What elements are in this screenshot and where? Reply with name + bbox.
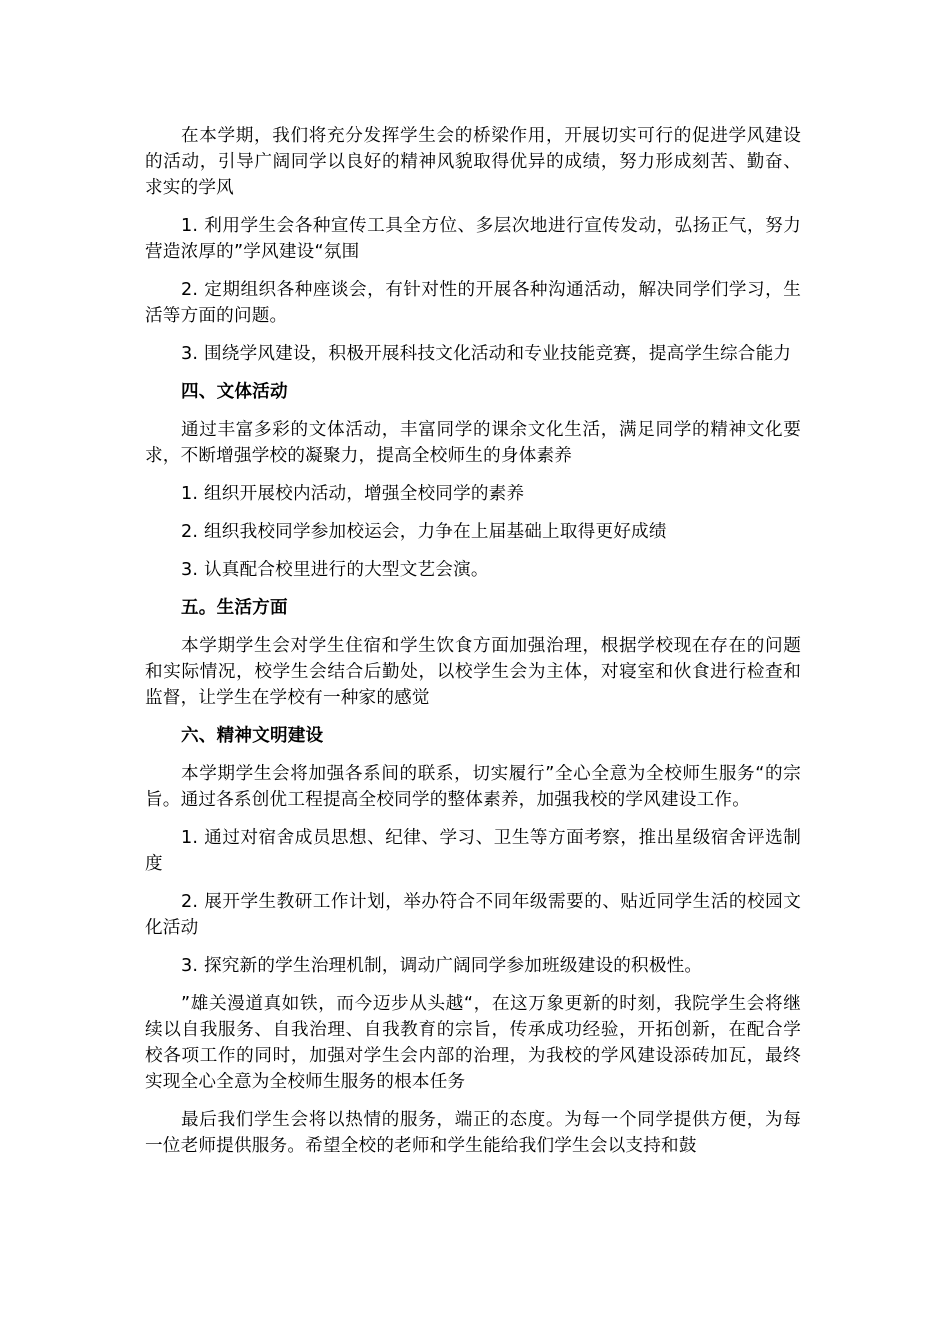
paragraph-item-management: 3. 探究新的学生治理机制，调动广阔同学参加班级建设的积极性。 — [181, 956, 703, 976]
paragraph-sports-culture-intro: 通过丰富多彩的文体活动，丰富同学的课余文化生活，满足同学的精神文化要求，不断增强学校的凝聚力，提高全校师生的身体素养 — [145, 420, 801, 466]
section-heading-civilization: 六、精神文明建设 — [181, 726, 324, 746]
section-heading-sports-culture: 四、文体活动 — [181, 382, 288, 402]
paragraph-item-competitions: 3. 围绕学风建设，积极开展科技文化活动和专业技能竞赛，提高学生综合能力 — [181, 344, 792, 364]
paragraph-item-campus-activities: 1. 组织开展校内活动，增强全校同学的素养 — [181, 484, 525, 504]
paragraph-item-publicity: 1. 利用学生会各种宣传工具全方位、多层次地进行宣传发动，弘扬正气，努力营造浓厚的”学风建设“氛围 — [145, 216, 801, 262]
document-body — [145, 123, 801, 1171]
paragraph-final: 最后我们学生会将以热情的服务，端正的态度。为每一个同学提供方便，为每一位老师提供服务。希望全校的老师和学生能给我们学生会以支持和鼓 — [145, 1110, 801, 1156]
paragraph-item-dormitory: 1. 通过对宿舍成员思想、纪律、学习、卫生等方面考察，推出星级宿舍评选制度 — [145, 828, 801, 874]
paragraph-living-intro: 本学期学生会对学生住宿和学生饮食方面加强治理，根据学校现在存在的问题和实际情况，校学生会结合后勤处，以校学生会为主体，对寝室和伙食进行检查和监督，让学生在学校有一种家的感觉 — [145, 636, 801, 708]
paragraph-conclusion: ”雄关漫道真如铁，而今迈步从头越“，在这万象更新的时刻，我院学生会将继续以自我服务、自我治理、自我教育的宗旨，传承成功经验，开拓创新，在配合学校各项工作的同时，加强对学生会内部的治理，为我校的学风建设添砖加瓦，最终实现全心全意为全校师生服务的根本任务 — [145, 994, 801, 1092]
section-heading-living: 五。生活方面 — [181, 598, 288, 618]
paragraph-study-style-intro: 在本学期，我们将充分发挥学生会的桥梁作用，开展切实可行的促进学风建设的活动，引导广阔同学以良好的精神风貌取得优异的成绩，努力形成刻苦、勤奋、求实的学风 — [145, 126, 801, 198]
paragraph-item-performance: 3. 认真配合校里进行的大型文艺会演。 — [181, 560, 489, 580]
paragraph-item-forums: 2. 定期组织各种座谈会，有针对性的开展各种沟通活动，解决同学们学习，生活等方面的问题。 — [145, 280, 801, 326]
paragraph-civilization-intro: 本学期学生会将加强各系间的联系，切实履行”全心全意为全校师生服务“的宗旨。通过各系创优工程提高全校同学的整体素养，加强我校的学风建设工作。 — [145, 764, 801, 810]
paragraph-item-teaching-research: 2. 展开学生教研工作计划，举办符合不同年级需要的、贴近同学生活的校园文化活动 — [145, 892, 801, 938]
paragraph-item-sports-meet: 2. 组织我校同学参加校运会，力争在上届基础上取得更好成绩 — [181, 522, 667, 542]
